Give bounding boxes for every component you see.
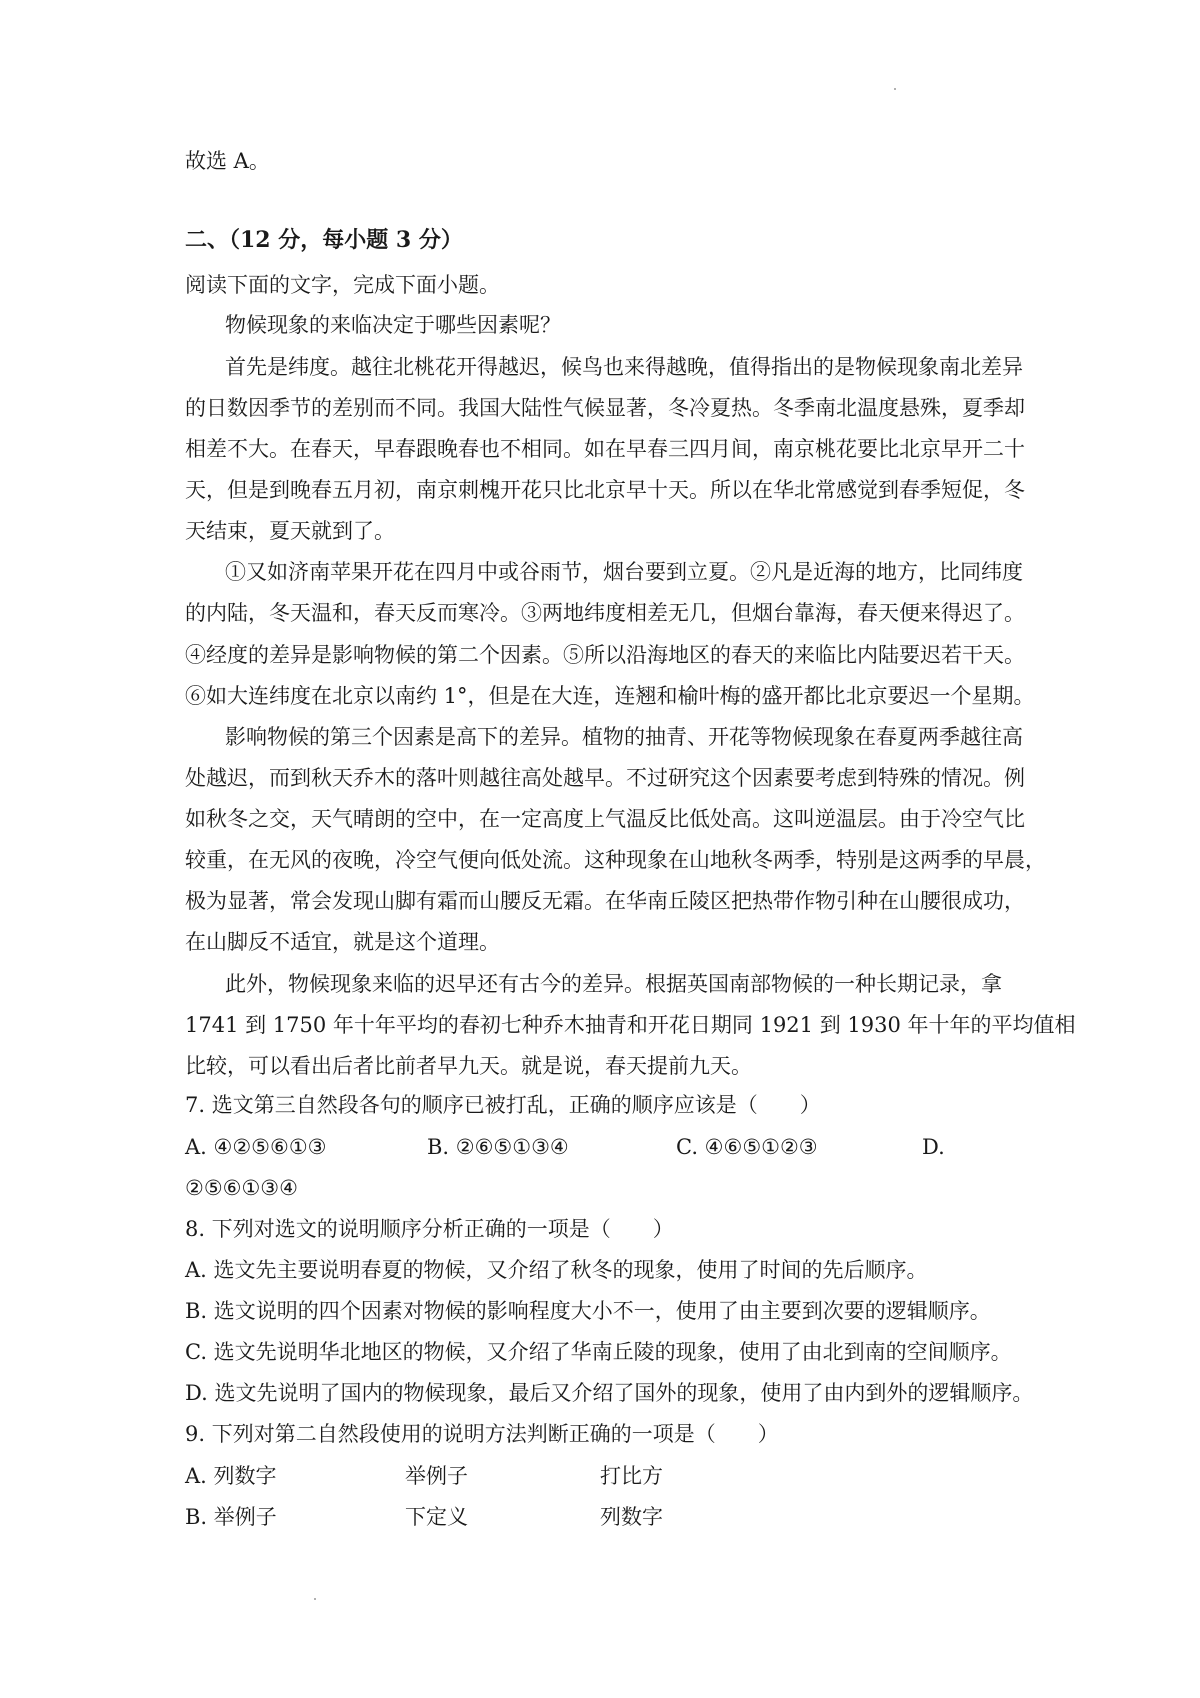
passage-p5-line: 比较，可以看出后者比前者早九天。就是说，春天提前九天。 <box>185 1054 752 1078</box>
section-header: 二、（12 分，每小题 3 分） <box>185 227 463 253</box>
question-8-option-c: C. 选文先说明华北地区的物候，又介绍了华南丘陵的现象，使用了由北到南的空间顺序。 <box>185 1340 1012 1364</box>
question-7-option-d-continued: ②⑤⑥①③④ <box>185 1176 298 1200</box>
passage-p3-line: 的内陆，冬天温和，春天反而寒冷。③两地纬度相差无几，但烟台靠海，春天便来得迟了。 <box>185 601 1025 625</box>
passage-p2-line: 天，但是到晚春五月初，南京刺槐开花只比北京早十天。所以在华北常感觉到春季短促，冬 <box>185 478 1025 502</box>
question-7-option-c: C. ④⑥⑤①②③ <box>676 1135 818 1159</box>
question-8-option-d: D. 选文先说明了国内的物候现象，最后又介绍了国外的现象，使用了由内到外的逻辑顺序。 <box>185 1381 1034 1405</box>
passage-p4-line: 处越迟，而到秋天乔木的落叶则越往高处越早。不过研究这个因素要考虑到特殊的情况。例 <box>185 766 1025 790</box>
passage-p3-line: ④经度的差异是影响物候的第二个因素。⑤所以沿海地区的春天的来临比内陆要迟若干天。 <box>185 643 1025 667</box>
section-instruction: 阅读下面的文字，完成下面小题。 <box>185 273 500 297</box>
passage-p5-line: 此外，物候现象来临的迟早还有古今的差异。根据英国南部物候的一种长期记录，拿 <box>225 972 1002 996</box>
scan-speck <box>894 88 896 90</box>
question-9-option-a-item: A. 列数字 <box>185 1464 277 1488</box>
answer-line: 故选 A。 <box>185 149 270 173</box>
question-8-option-b: B. 选文说明的四个因素对物候的影响程度大小不一，使用了由主要到次要的逻辑顺序。 <box>185 1299 991 1323</box>
passage-p4-line: 如秋冬之交，天气晴朗的空中，在一定高度上气温反比低处高。这叫逆温层。由于冷空气比 <box>185 807 1025 831</box>
question-9-option-b-item: 下定义 <box>405 1505 468 1529</box>
question-8-stem: 8. 下列对选文的说明顺序分析正确的一项是（ ） <box>185 1217 674 1241</box>
scan-speck <box>314 1598 316 1600</box>
question-8-option-a: A. 选文先主要说明春夏的物候，又介绍了秋冬的现象，使用了时间的先后顺序。 <box>185 1258 928 1282</box>
question-7-option-a: A. ④②⑤⑥①③ <box>185 1135 327 1159</box>
passage-p5-line: 1741 到 1750 年十年平均的春初七种乔木抽青和开花日期同 1921 到 1930 年十年的平均值相 <box>185 1013 1076 1037</box>
question-7-option-b: B. ②⑥⑤①③④ <box>427 1135 569 1159</box>
passage-p4-line: 较重，在无风的夜晚，冷空气便向低处流。这种现象在山地秋冬两季，特别是这两季的早晨， <box>185 848 1046 872</box>
question-9-option-b-item: 列数字 <box>600 1505 663 1529</box>
passage-p4-line: 在山脚反不适宜，就是这个道理。 <box>185 930 500 954</box>
question-9-option-b-item: B. 举例子 <box>185 1505 277 1529</box>
passage-p2-line: 天结束，夏天就到了。 <box>185 519 395 543</box>
question-7-stem: 7. 选文第三自然段各句的顺序已被打乱，正确的顺序应该是（ ） <box>185 1093 821 1117</box>
passage-p2-line: 的日数因季节的差别而不同。我国大陆性气候显著，冬冷夏热。冬季南北温度悬殊，夏季却 <box>185 396 1025 420</box>
passage-p2-line: 相差不大。在春天，早春跟晚春也不相同。如在早春三四月间，南京桃花要比北京早开二十 <box>185 437 1025 461</box>
question-9-option-a-item: 举例子 <box>405 1464 468 1488</box>
passage-p4-line: 影响物候的第三个因素是高下的差异。植物的抽青、开花等物候现象在春夏两季越往高 <box>225 725 1023 749</box>
question-7-option-d: D. <box>922 1135 945 1159</box>
question-9-option-a-item: 打比方 <box>600 1464 663 1488</box>
passage-p2-line: 首先是纬度。越往北桃花开得越迟，候鸟也来得越晚，值得指出的是物候现象南北差异 <box>225 355 1023 379</box>
passage-paragraph-1: 物候现象的来临决定于哪些因素呢？ <box>225 313 561 337</box>
passage-p3-line: ①又如济南苹果开花在四月中或谷雨节，烟台要到立夏。②凡是近海的地方，比同纬度 <box>225 560 1023 584</box>
question-9-stem: 9. 下列对第二自然段使用的说明方法判断正确的一项是（ ） <box>185 1422 779 1446</box>
passage-p3-line: ⑥如大连纬度在北京以南约 1°，但是在大连，连翘和榆叶梅的盛开都比北京要迟一个星期。 <box>185 684 1035 708</box>
passage-p4-line: 极为显著，常会发现山脚有霜而山腰反无霜。在华南丘陵区把热带作物引种在山腰很成功， <box>185 889 1025 913</box>
